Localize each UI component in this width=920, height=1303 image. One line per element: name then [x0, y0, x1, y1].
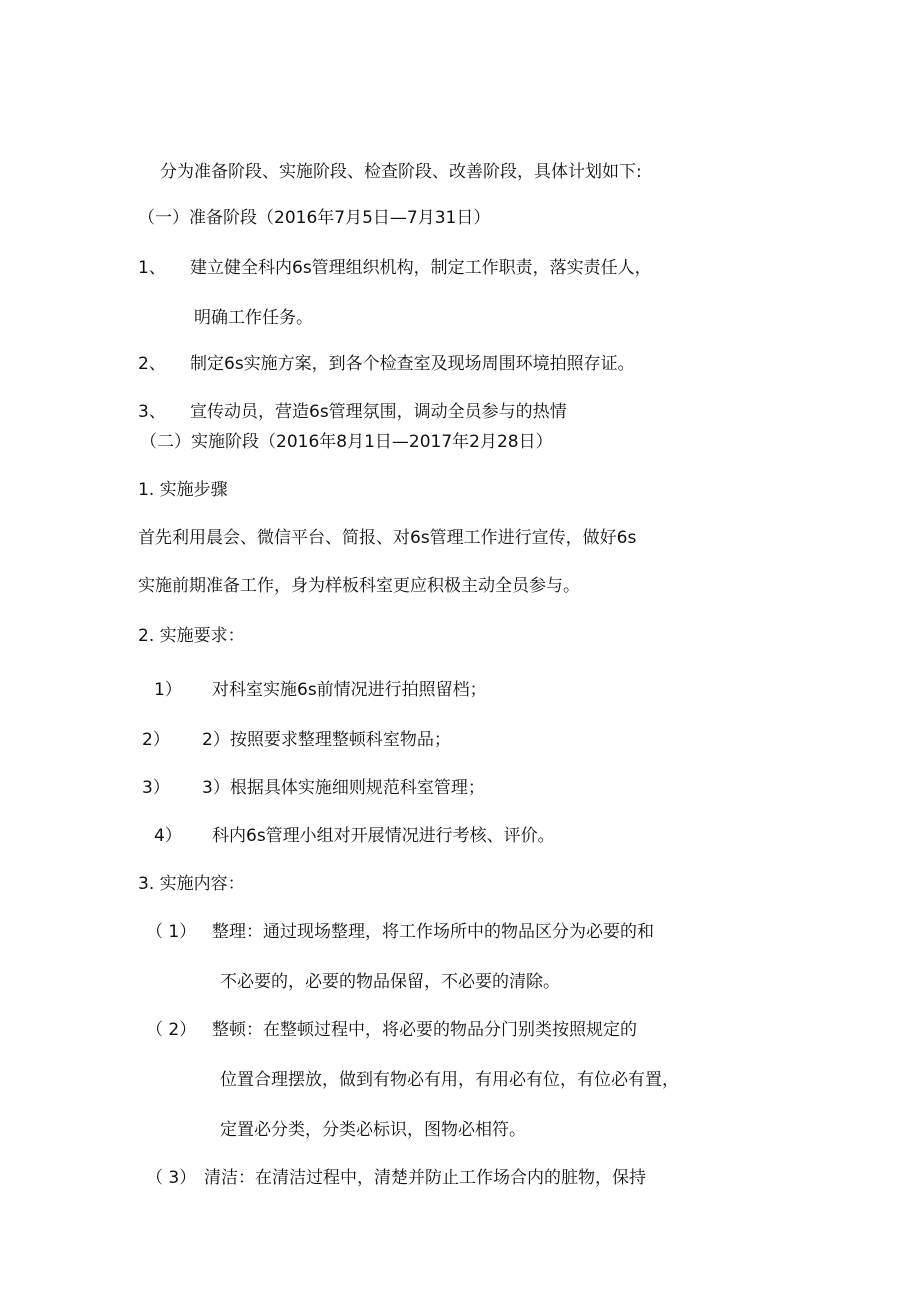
requirement-number: 1）	[154, 680, 182, 700]
phase1-item-text: 宣传动员，营造6s管理氛围，调动全员参与的热情	[190, 402, 567, 422]
steps-title: 1. 实施步骤	[138, 480, 228, 500]
requirement-text: 3）根据具体实施细则规范科室管理；	[202, 778, 485, 798]
phase1-item-number: 1、	[138, 258, 166, 278]
content-line: 位置合理摆放，做到有物必有用，有用必有位，有位必有置，	[220, 1070, 679, 1090]
requirement-text: 对科室实施6s前情况进行拍照留档；	[212, 680, 487, 700]
requirement-number: 2）	[142, 730, 170, 750]
content-line: 不必要的，必要的物品保留，不必要的清除。	[220, 972, 560, 992]
content-number: （ 3）	[146, 1168, 197, 1188]
content-line: 整理：通过现场整理，将工作场所中的物品区分为必要的和	[212, 922, 654, 942]
steps-text-line: 实施前期准备工作，身为样板科室更应积极主动全员参与。	[138, 576, 580, 596]
intro-text: 分为准备阶段、实施阶段、检查阶段、改善阶段，具体计划如下:	[160, 162, 642, 182]
requirement-number: 3）	[142, 778, 170, 798]
content-number: （ 2）	[146, 1020, 197, 1040]
steps-text-line: 首先利用晨会、微信平台、简报、对6s管理工作进行宣传，做好6s	[138, 528, 637, 548]
phase1-item-text: 建立健全科内6s管理组织机构，制定工作职责，落实责任人，	[190, 258, 652, 278]
phase1-item-text: 制定6s实施方案，到各个检查室及现场周围环境拍照存证。	[190, 354, 635, 374]
content-line: 清洁：在清洁过程中，清楚并防止工作场合内的脏物，保持	[204, 1168, 646, 1188]
requirement-text: 科内6s管理小组对开展情况进行考核、评价。	[212, 826, 555, 846]
content-line: 整顿：在整顿过程中，将必要的物品分门别类按照规定的	[212, 1020, 637, 1040]
requirement-number: 4）	[154, 826, 182, 846]
contents-title: 3. 实施内容：	[138, 874, 245, 894]
phase1-item-number: 2、	[138, 354, 166, 374]
content-number: （ 1）	[146, 922, 197, 942]
requirements-title: 2. 实施要求：	[138, 626, 245, 646]
phase1-item-continuation: 明确工作任务。	[194, 308, 313, 328]
requirement-text: 2）按照要求整理整顿科室物品；	[202, 730, 451, 750]
phase2-heading: （二）实施阶段（2016年8月1日—2017年2月28日）	[140, 432, 553, 452]
phase1-item-number: 3、	[138, 402, 166, 422]
content-line: 定置必分类，分类必标识，图物必相符。	[220, 1120, 526, 1140]
phase1-heading: （一）准备阶段（2016年7月5日—7月31日）	[138, 208, 491, 228]
